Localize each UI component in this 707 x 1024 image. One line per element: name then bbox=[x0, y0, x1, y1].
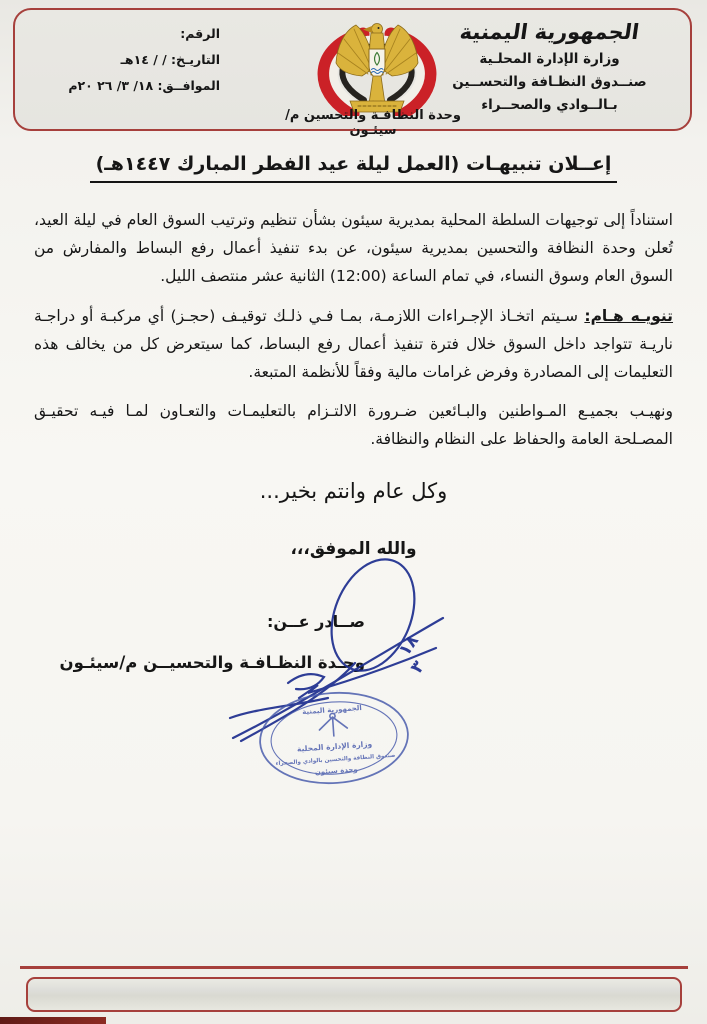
unit-name: وحدة النظافـة والتحسين م/سيئـون bbox=[285, 108, 461, 138]
issued-by-label: صــادر عــن: bbox=[266, 612, 365, 631]
letterhead-org-block bbox=[427, 20, 672, 113]
issued-by-block bbox=[59, 612, 365, 672]
paragraph-appeal: ونهيـب بجميـع المـواطنين والبـائعين ضـرورة الالتـزام بالتعليمـات والتعـاون لمـا فيـه تحقيـق المصـلحة العامة والحفاظ على النظام والنظافة. bbox=[34, 402, 673, 449]
signature-month: ٣ bbox=[406, 657, 430, 678]
stamp-fund: صندوق النظافة والتحسين بالوادي والصحراء bbox=[275, 752, 396, 768]
ref-number-field bbox=[45, 26, 220, 41]
hijri-date-label: التاريـخ: bbox=[171, 52, 220, 67]
ministry-name: وزارة الإدارة المحلـية bbox=[479, 51, 620, 67]
gregorian-date-field bbox=[45, 78, 220, 93]
greeting-line: وكل عام وانتم بخير... bbox=[259, 478, 448, 503]
hijri-date-field bbox=[45, 52, 220, 67]
stamp-ministry: وزارة الإدارة المحلية bbox=[296, 739, 373, 754]
announcement-title: إعــلان تنبيهـات (العمل ليلة عيد الفطر المبارك ١٤٤٧هـ) bbox=[90, 153, 618, 183]
notice-label: تنويـه هـام: bbox=[584, 306, 674, 325]
region-name: بـالــوادي والصحــراء bbox=[481, 97, 618, 113]
gregorian-date-value: ١٨/ ٣/ ٢٦ ٢٠م bbox=[68, 78, 154, 93]
fund-name: صنــدوق النظـافة والتحســين bbox=[452, 74, 647, 90]
yemen-eagle-emblem-icon bbox=[302, 20, 452, 116]
paragraph-notice bbox=[34, 302, 673, 387]
letterhead bbox=[13, 8, 692, 138]
announcement-title-row bbox=[0, 153, 707, 183]
reference-fields bbox=[45, 26, 220, 104]
paragraph-intro: استناداً إلى توجيهات السلطة المحلية بمديرية سيئون بشأن تنظيم وترتيب السوق العام في ليلة العيد، تُعلن وحدة النظافة والتحسين بمديرية سيئون، عن بدء تنفيذ أعمال رفع البساط والمفارش من السوق العام وسوق النساء، في تمام الساعة (12:00) الثانية عشر منتصف الليل. bbox=[34, 211, 673, 286]
issued-by-unit: وحـدة النظـافـة والتحسيــن م/سيئـون bbox=[59, 653, 365, 672]
stamp-country: الجمهورية اليمنية bbox=[302, 703, 363, 717]
footer-address-box bbox=[26, 977, 682, 1012]
footer-divider bbox=[20, 966, 688, 969]
scan-edge-bar bbox=[0, 1017, 106, 1024]
notice-text: سـيتم اتخـاذ الإجـراءات اللازمـة، بمـا فـي ذلـك توقيـف (حجـز) أي مركبـة أو دراجـة ناريـة تتواجد داخل السوق خلال فترة تنفيذ أعمال رفع البساط، كما سيتعرض كل من يخالف هذه التعليمات إلى المصادرة وفرض غرامات مالية وفقاً للأنظمة المتبعة. bbox=[34, 306, 673, 382]
ref-number-label: الرقم: bbox=[180, 26, 220, 41]
stamp-unit: وحدة سيئون bbox=[314, 765, 359, 777]
hijri-date-value: / / ١٤هـ bbox=[120, 52, 167, 67]
country-name-calligraphy: الجمهورية اليمنية bbox=[458, 20, 641, 44]
blessing-line: والله الموفق،،، bbox=[290, 538, 417, 559]
letter-body bbox=[34, 206, 673, 565]
gregorian-date-label: الموافــق: bbox=[157, 78, 220, 93]
official-stamp bbox=[250, 686, 418, 792]
signature-day: ١٨ bbox=[394, 631, 424, 660]
